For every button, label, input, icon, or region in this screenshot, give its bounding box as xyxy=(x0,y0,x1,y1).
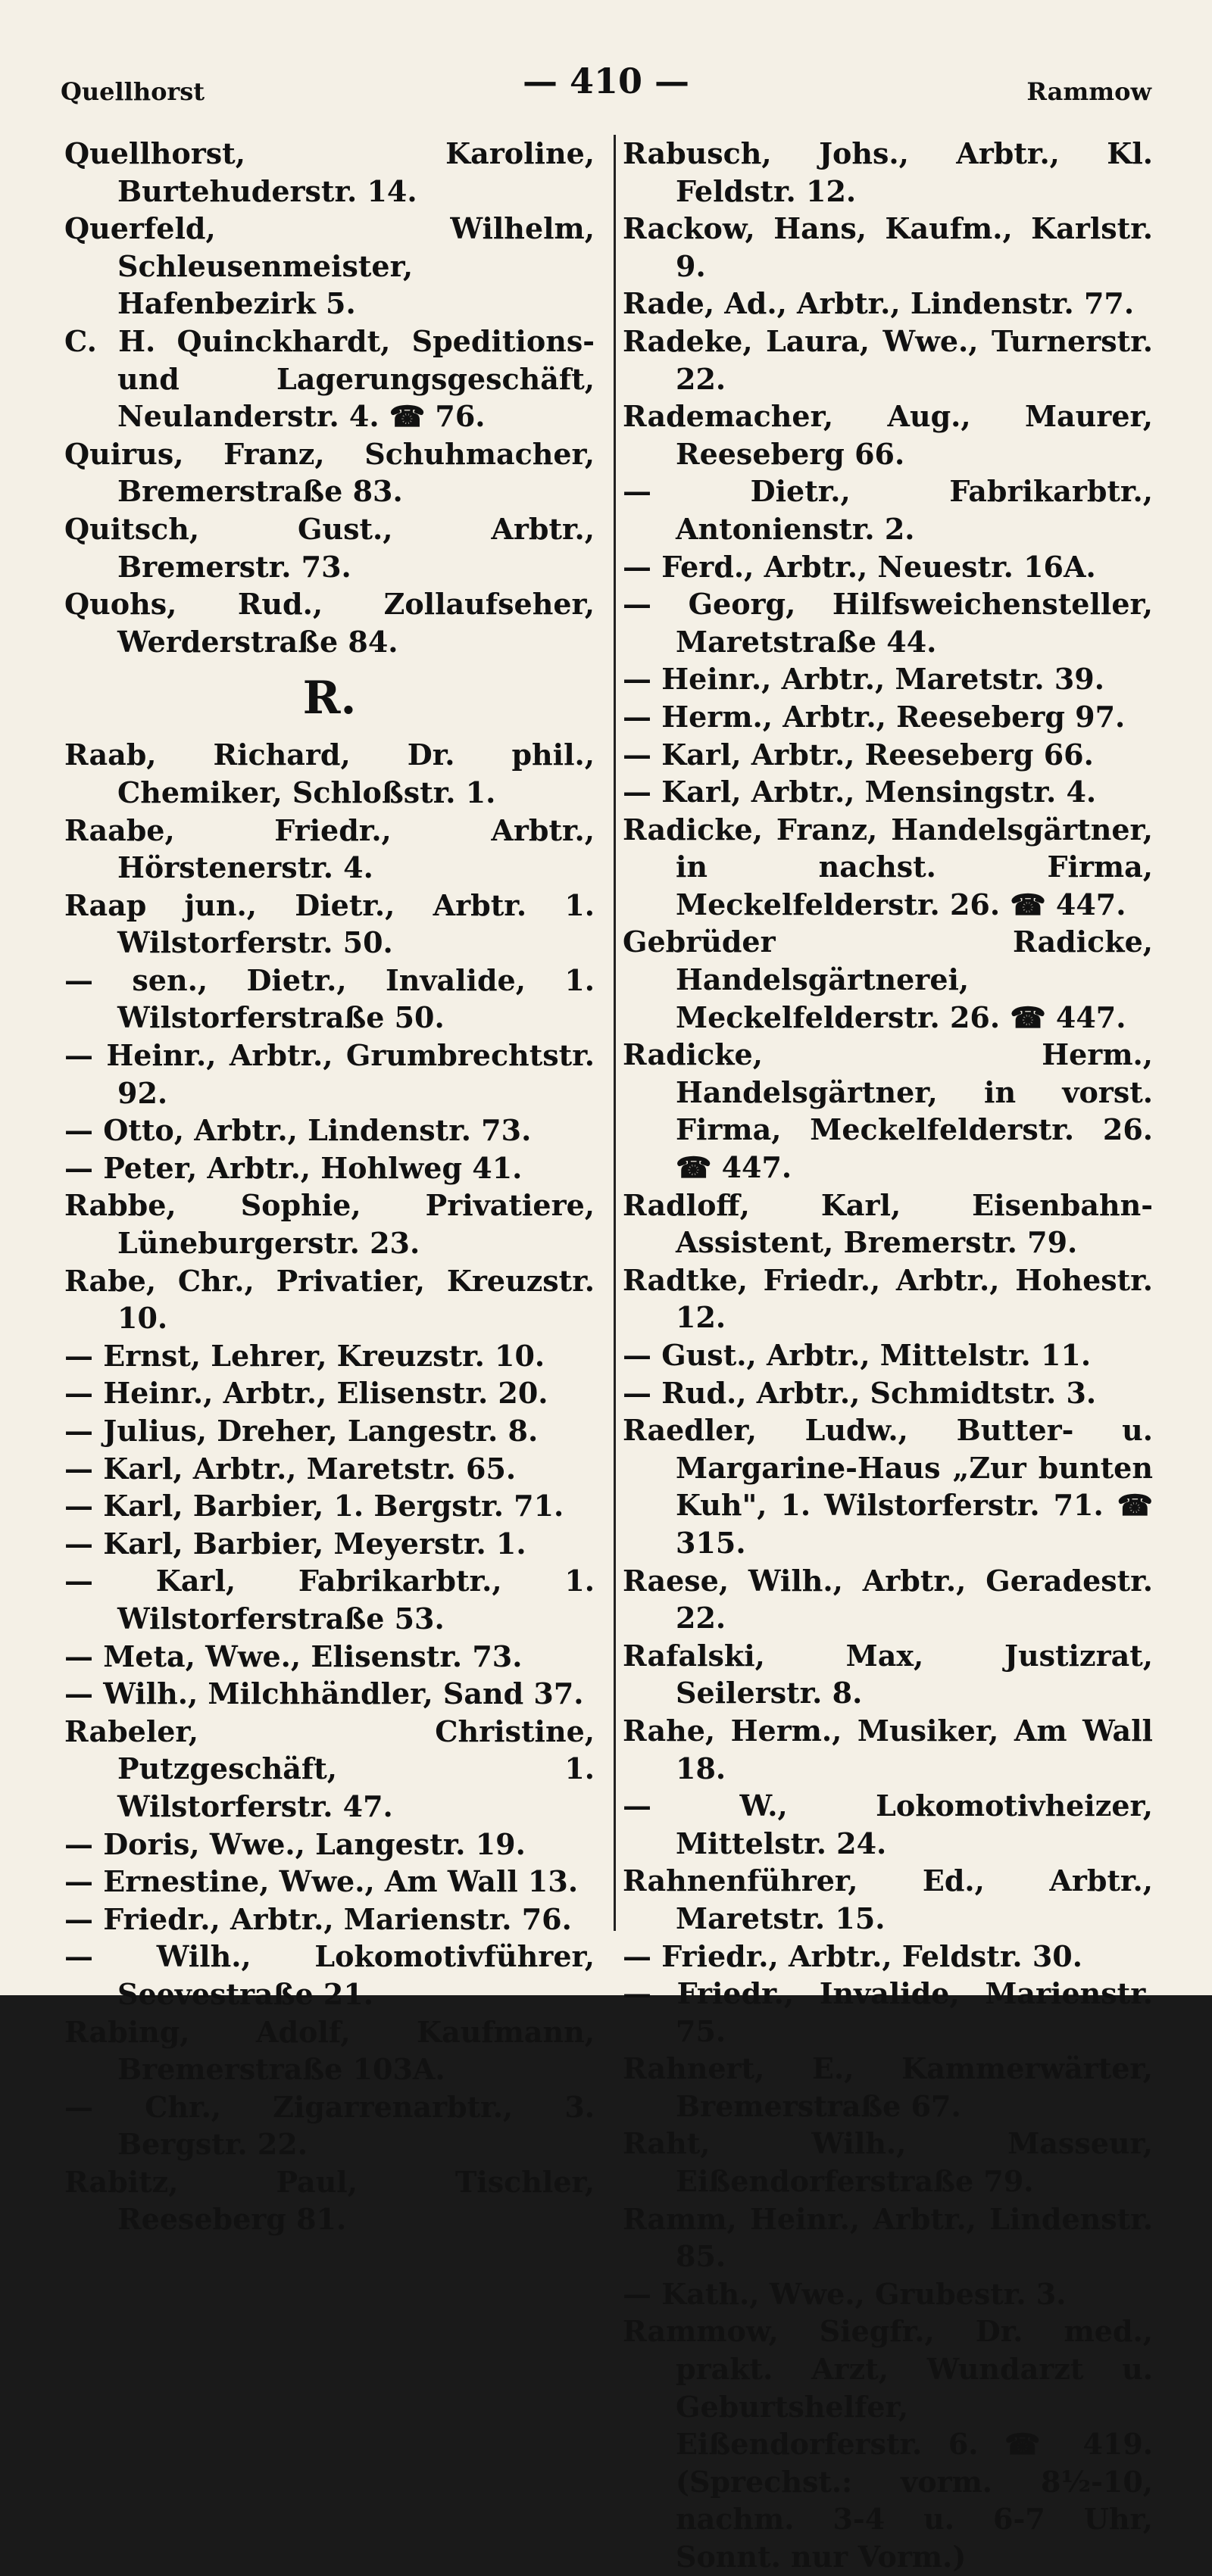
directory-entry: — W., Lokomotivheizer, Mittelstr. 24. xyxy=(623,1789,1153,1860)
directory-entry: Rabing, Adolf, Kaufmann, Bremerstraße 103A. xyxy=(64,2014,595,2087)
directory-entry: Rackow, Hans, Kaufm., Karlstr. 9. xyxy=(623,211,1153,283)
directory-entry: — Meta, Wwe., Elisenstr. 73. xyxy=(64,1639,523,1673)
directory-entry: — Peter, Arbtr., Hohlweg 41. xyxy=(64,1150,523,1185)
directory-entry: — Chr., Zigarrenarbtr., 3. Bergstr. 22. xyxy=(64,2089,595,2162)
directory-entry: Raabe, Friedr., Arbtr., Hörstenerstr. 4. xyxy=(64,812,595,885)
section-letter: R. xyxy=(302,672,357,725)
directory-entry: — Georg, Hilfsweichensteller, Maretstraße 44. xyxy=(623,587,1153,659)
directory-entry: — Karl, Arbtr., Mensingstr. 4. xyxy=(623,775,1097,809)
header-right-keyword: Rammow xyxy=(1026,77,1151,106)
right-entries xyxy=(623,135,1153,2576)
directory-entry: Gebrüder Radicke, Handelsgärtnerei, Meckelfelderstr. 26. ☎ 447. xyxy=(623,925,1153,1034)
directory-entry: Raese, Wilh., Arbtr., Geradestr. 22. xyxy=(623,1563,1153,1636)
right-column xyxy=(623,135,1153,2576)
directory-entry: Raht, Wilh., Masseur, Eißendorferstraße 79. xyxy=(623,2126,1153,2199)
directory-entry: Rade, Ad., Arbtr., Lindenstr. 77. xyxy=(623,286,1135,321)
directory-entry: Rabeler, Christine, Putzgeschäft, 1. Wilstorferstr. 47. xyxy=(64,1714,595,1823)
directory-entry: — Julius, Dreher, Langestr. 8. xyxy=(64,1414,539,1448)
directory-entry: — Gust., Arbtr., Mittelstr. 11. xyxy=(623,1338,1092,1372)
directory-entry: Radeke, Laura, Wwe., Turnerstr. 22. xyxy=(623,323,1153,396)
header-left-keyword: Quellhorst xyxy=(61,77,205,106)
directory-entry: Quohs, Rud., Zollaufseher, Werderstraße 84. xyxy=(64,587,595,659)
directory-entry: Rabitz, Paul, Tischler, Reeseberg 81. xyxy=(64,2164,595,2237)
directory-entry: Rammow, Siegfr., Dr. med., prakt. Arzt, Wundarzt u. Geburtshelfer, Eißendorferstr. 6. ☎ 419. (Sprechst.: vorm. 8½-10, nachm. 3-4 u. 6-7 Uhr, Sonnt. nur Vorm.) xyxy=(623,2314,1153,2574)
directory-entry: Raedler, Ludw., Butter- u. Margarine-Haus „Zur bunten Kuh", 1. Wilstorferstr. 71. ☎ 315. xyxy=(623,1413,1153,1560)
directory-entry: Raab, Richard, Dr. phil., Chemiker, Schloßstr. 1. xyxy=(64,738,595,809)
directory-entry: — Ferd., Arbtr., Neuestr. 16A. xyxy=(623,549,1096,584)
directory-entry: — Karl, Barbier, 1. Bergstr. 71. xyxy=(64,1489,564,1523)
directory-entry: — Herm., Arbtr., Reeseberg 97. xyxy=(623,699,1126,734)
directory-entry: C. H. Quinckhardt, Speditions- und Lagerungsgeschäft, Neulanderstr. 4. ☎ 76. xyxy=(64,323,595,434)
directory-entry: Quitsch, Gust., Arbtr., Bremerstr. 73. xyxy=(64,511,595,584)
directory-entry: — Rud., Arbtr., Schmidtstr. 3. xyxy=(623,1375,1097,1410)
directory-entry: — sen., Dietr., Invalide, 1. Wilstorferstraße 50. xyxy=(64,962,595,1035)
directory-entry: — Friedr., Arbtr., Feldstr. 30. xyxy=(623,1938,1082,1973)
column-divider xyxy=(614,135,616,1931)
directory-entry: Quirus, Franz, Schuhmacher, Bremerstraße 83. xyxy=(64,436,595,509)
directory-entry: Raap jun., Dietr., Arbtr. 1. Wilstorferstr. 50. xyxy=(64,887,595,960)
directory-entry: — Friedr., Invalide, Marienstr. 75. xyxy=(623,1976,1153,2048)
directory-entry: Rabe, Chr., Privatier, Kreuzstr. 10. xyxy=(64,1263,595,1336)
directory-entry: — Heinr., Arbtr., Elisenstr. 20. xyxy=(64,1376,548,1411)
directory-entry: Radloff, Karl, Eisenbahn-Assistent, Bremerstr. 79. xyxy=(623,1187,1153,1260)
directory-entry: Rabbe, Sophie, Privatiere, Lüneburgerstr. 23. xyxy=(64,1188,595,1261)
directory-entry: Radtke, Friedr., Arbtr., Hohestr. 12. xyxy=(623,1262,1153,1335)
directory-entry: — Doris, Wwe., Langestr. 19. xyxy=(64,1826,526,1861)
directory-entry: Ramm, Heinr., Arbtr., Lindenstr. 85. xyxy=(623,2201,1153,2274)
directory-entry: Rahnert, E., Kammerwärter, Bremerstraße 67. xyxy=(623,2051,1153,2123)
directory-entry: — Dietr., Fabrikarbtr., Antonienstr. 2. xyxy=(623,474,1153,546)
directory-entry: Querfeld, Wilhelm, Schleusenmeister, Hafenbezirk 5. xyxy=(64,211,595,321)
directory-entry: — Heinr., Arbtr., Maretstr. 39. xyxy=(623,662,1104,697)
directory-entry: — Friedr., Arbtr., Marienstr. 76. xyxy=(64,1901,572,1936)
left-column xyxy=(64,135,595,2238)
directory-entry: — Ernestine, Wwe., Am Wall 13. xyxy=(64,1864,579,1899)
directory-entry: Radicke, Franz, Handelsgärtner, in nachst. Firma, Meckelfelderstr. 26. ☎ 447. xyxy=(623,812,1153,922)
directory-entry: — Wilh., Lokomotivführer, Seevestraße 21. xyxy=(64,1939,595,2011)
directory-entry: Rahnenführer, Ed., Arbtr., Maretstr. 15. xyxy=(623,1863,1153,1935)
directory-entry: — Kath., Wwe., Grubestr. 3. xyxy=(623,2276,1067,2311)
directory-entry: Radicke, Herm., Handelsgärtner, in vorst. Firma, Meckelfelderstr. 26. ☎ 447. xyxy=(623,1037,1153,1185)
left-entries-before xyxy=(64,135,595,660)
left-entries-after xyxy=(64,736,595,2238)
directory-entry: — Ernst, Lehrer, Kreuzstr. 10. xyxy=(64,1338,545,1373)
directory-entry: Rabusch, Johs., Arbtr., Kl. Feldstr. 12. xyxy=(623,136,1153,208)
directory-entry: — Karl, Arbtr., Reeseberg 66. xyxy=(623,737,1094,772)
page-header xyxy=(61,61,1151,106)
directory-entry: Rahe, Herm., Musiker, Am Wall 18. xyxy=(623,1713,1153,1785)
directory-entry: Quellhorst, Karoline, Burtehuderstr. 14. xyxy=(64,136,595,208)
directory-entry: — Karl, Arbtr., Maretstr. 65. xyxy=(64,1451,517,1486)
page-number: — 410 — xyxy=(522,61,690,101)
directory-entry: — Karl, Barbier, Meyerstr. 1. xyxy=(64,1526,526,1561)
directory-entry: Rademacher, Aug., Maurer, Reeseberg 66. xyxy=(623,399,1153,471)
directory-entry: Rafalski, Max, Justizrat, Seilerstr. 8. xyxy=(623,1638,1153,1711)
directory-entry: — Heinr., Arbtr., Grumbrechtstr. 92. xyxy=(64,1038,595,1110)
directory-entry: — Wilh., Milchhändler, Sand 37. xyxy=(64,1676,584,1711)
directory-entry: — Karl, Fabrikarbtr., 1. Wilstorferstraße 53. xyxy=(64,1564,595,1636)
directory-entry: — Otto, Arbtr., Lindenstr. 73. xyxy=(64,1113,532,1148)
